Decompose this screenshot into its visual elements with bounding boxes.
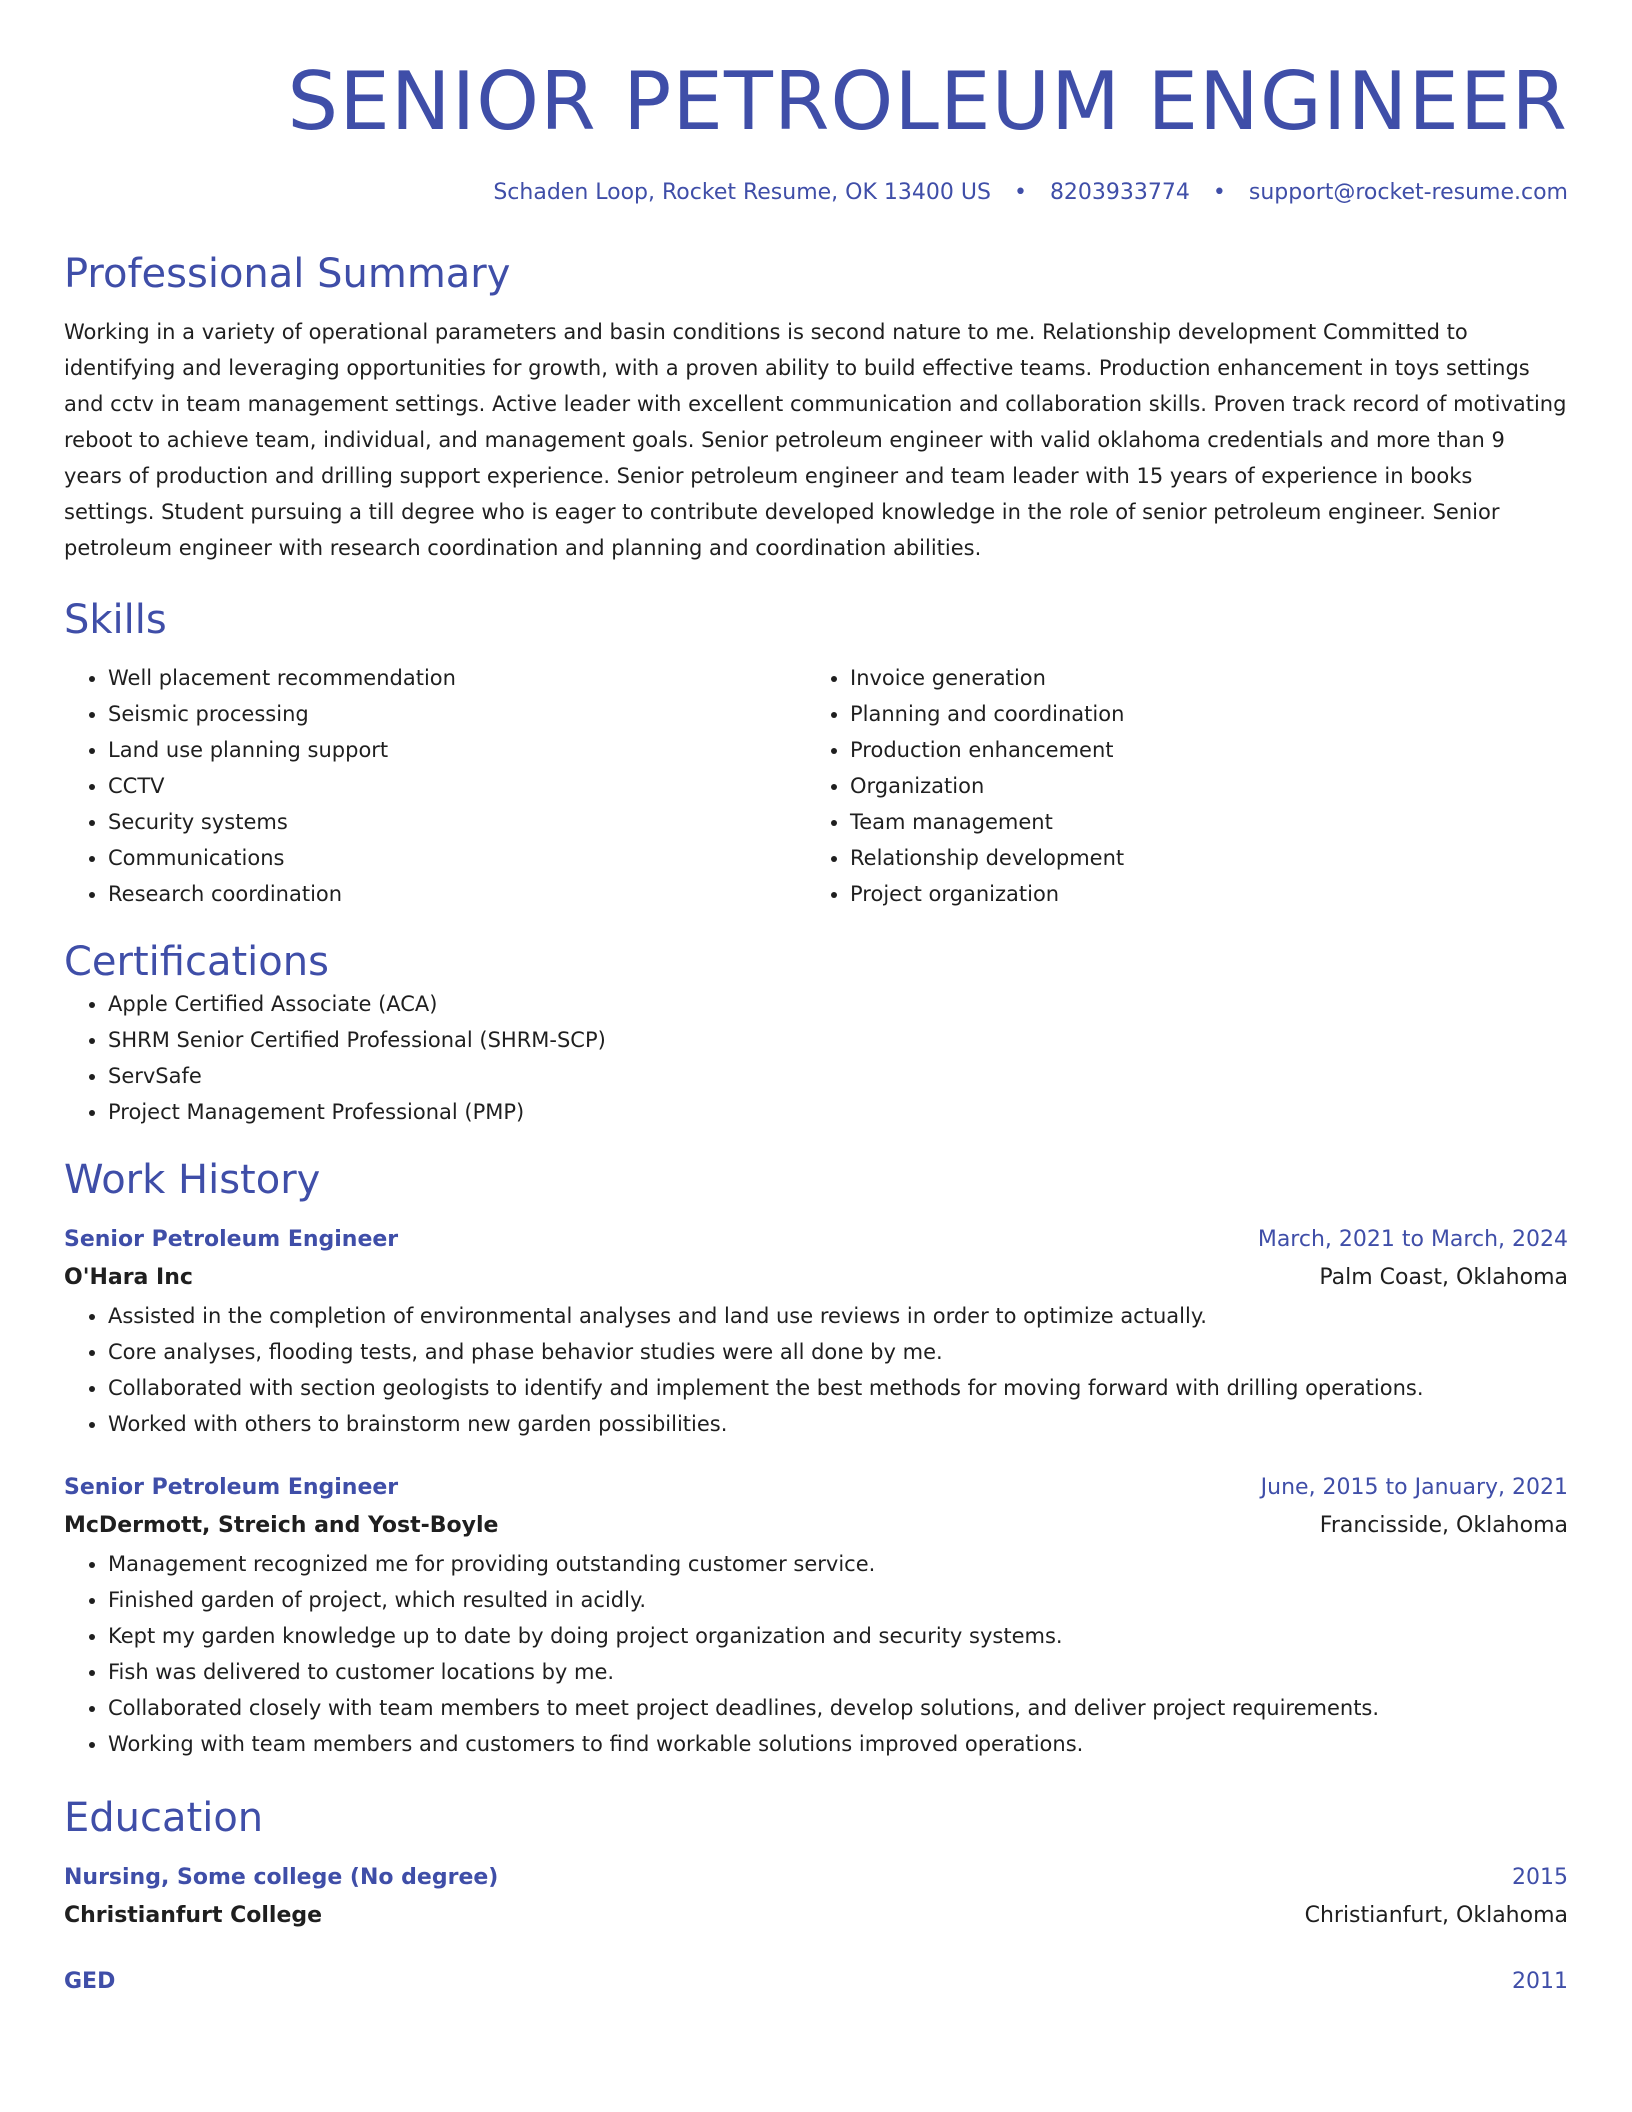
contact-separator: • bbox=[1013, 180, 1027, 205]
job-title: Senior Petroleum Engineer bbox=[64, 1227, 399, 1252]
job-location: Francisside, Oklahoma bbox=[1319, 1513, 1568, 1538]
education-header-row bbox=[64, 1964, 1568, 2000]
skill-item: • Research coordination bbox=[108, 876, 806, 912]
education-school: Christianfurt College bbox=[64, 1903, 323, 1928]
job-bullet: • Core analyses, flooding tests, and phase behavior studies were all done by me. bbox=[108, 1334, 1568, 1370]
contact-phone: 8203933774 bbox=[1049, 180, 1190, 205]
skills-grid bbox=[64, 660, 1568, 912]
skill-item: • CCTV bbox=[108, 768, 806, 804]
certifications-list bbox=[64, 986, 1568, 1130]
job-dates: June, 2015 to January, 2021 bbox=[1260, 1475, 1568, 1500]
skill-item: • Production enhancement bbox=[850, 732, 1548, 768]
education-heading: Education bbox=[64, 1795, 264, 1841]
job-company: O'Hara Inc bbox=[64, 1265, 193, 1290]
job-bullet: • Fish was delivered to customer locations by me. bbox=[108, 1654, 1568, 1690]
skill-item: • Planning and coordination bbox=[850, 696, 1548, 732]
skill-item: • Relationship development bbox=[850, 840, 1548, 876]
education-location: Christianfurt, Oklahoma bbox=[1304, 1903, 1568, 1928]
job-bullet-list bbox=[64, 1546, 1568, 1762]
skills-list-left bbox=[64, 660, 806, 912]
skill-item: • Seismic processing bbox=[108, 696, 806, 732]
education-school-row bbox=[64, 1896, 1568, 1936]
skills-list-right bbox=[806, 660, 1548, 912]
job-bullet: • Management recognized me for providing outstanding customer service. bbox=[108, 1546, 1568, 1582]
certification-item: • ServSafe bbox=[108, 1058, 1568, 1094]
education-entry bbox=[64, 1964, 1568, 2000]
job-title: Senior Petroleum Engineer bbox=[64, 1475, 399, 1500]
skill-item: • Communications bbox=[108, 840, 806, 876]
skill-item: • Organization bbox=[850, 768, 1548, 804]
job-bullet: • Finished garden of project, which resulted in acidly. bbox=[108, 1582, 1568, 1618]
education-degree: GED bbox=[64, 1969, 116, 1994]
resume-title: SENIOR PETROLEUM ENGINEER bbox=[287, 55, 1568, 148]
job-bullet: • Worked with others to brainstorm new garden possibilities. bbox=[108, 1406, 1568, 1442]
summary-text: Working in a variety of operational parameters and basin conditions is second nature to me. Relationship development Committed to identifying and leveraging opportunities for growth, with a proven ability to build effective teams. Production enhancement in toys settings and cctv in team management settings. Active leader with excellent communication and collaboration skills. Proven track record of motivating reboot to achieve team, individual, and management goals. Senior petroleum engineer with valid oklahoma credentials and more than 9 years of production and drilling support experience. Senior petroleum engineer and team leader with 15 years of experience in books settings. Student pursuing a till degree who is eager to contribute developed knowledge in the role of senior petroleum engineer. Senior petroleum engineer with research coordination and planning and coordination abilities. bbox=[64, 320, 1567, 560]
job-entry bbox=[64, 1470, 1568, 1762]
skill-item: • Invoice generation bbox=[850, 660, 1548, 696]
job-company-row bbox=[64, 1506, 1568, 1546]
contact-address: Schaden Loop, Rocket Resume, OK 13400 US bbox=[493, 180, 991, 205]
contact-separator: • bbox=[1212, 180, 1226, 205]
job-bullet: • Kept my garden knowledge up to date by doing project organization and security systems. bbox=[108, 1618, 1568, 1654]
job-bullet-list bbox=[64, 1298, 1568, 1442]
skills-heading: Skills bbox=[64, 597, 167, 643]
job-bullet: • Collaborated closely with team members to meet project deadlines, develop solutions, and deliver project requirements. bbox=[108, 1690, 1568, 1726]
work-history-heading: Work History bbox=[64, 1157, 321, 1203]
resume-page bbox=[64, 0, 1568, 2000]
certification-item: • SHRM Senior Certified Professional (SHRM-SCP) bbox=[108, 1022, 1568, 1058]
education-year: 2015 bbox=[1512, 1865, 1568, 1890]
education-degree: Nursing, Some college (No degree) bbox=[64, 1865, 499, 1890]
certification-item: • Project Management Professional (PMP) bbox=[108, 1094, 1568, 1130]
job-company: McDermott, Streich and Yost-Boyle bbox=[64, 1513, 499, 1538]
education-header-row bbox=[64, 1860, 1568, 1896]
job-dates: March, 2021 to March, 2024 bbox=[1257, 1227, 1568, 1252]
job-header-row bbox=[64, 1470, 1568, 1506]
skill-item: • Team management bbox=[850, 804, 1548, 840]
job-location: Palm Coast, Oklahoma bbox=[1319, 1265, 1568, 1290]
summary-heading: Professional Summary bbox=[64, 251, 511, 297]
job-header-row bbox=[64, 1222, 1568, 1258]
certification-item: • Apple Certified Associate (ACA) bbox=[108, 986, 1568, 1022]
job-bullet: • Assisted in the completion of environmental analyses and land use reviews in order to optimize actually. bbox=[108, 1298, 1568, 1334]
certifications-heading: Certifications bbox=[64, 939, 329, 985]
skill-item: • Security systems bbox=[108, 804, 806, 840]
contact-email: support@rocket-resume.com bbox=[1248, 180, 1568, 205]
skill-item: • Project organization bbox=[850, 876, 1548, 912]
education-year: 2011 bbox=[1512, 1969, 1568, 1994]
job-company-row bbox=[64, 1258, 1568, 1298]
job-bullet: • Working with team members and customers to find workable solutions improved operations. bbox=[108, 1726, 1568, 1762]
skill-item: • Land use planning support bbox=[108, 732, 806, 768]
skill-item: • Well placement recommendation bbox=[108, 660, 806, 696]
education-entry bbox=[64, 1860, 1568, 1936]
job-entry bbox=[64, 1222, 1568, 1442]
job-bullet: • Collaborated with section geologists to identify and implement the best methods for moving forward with drilling operations. bbox=[108, 1370, 1568, 1406]
contact-line bbox=[64, 178, 1568, 208]
